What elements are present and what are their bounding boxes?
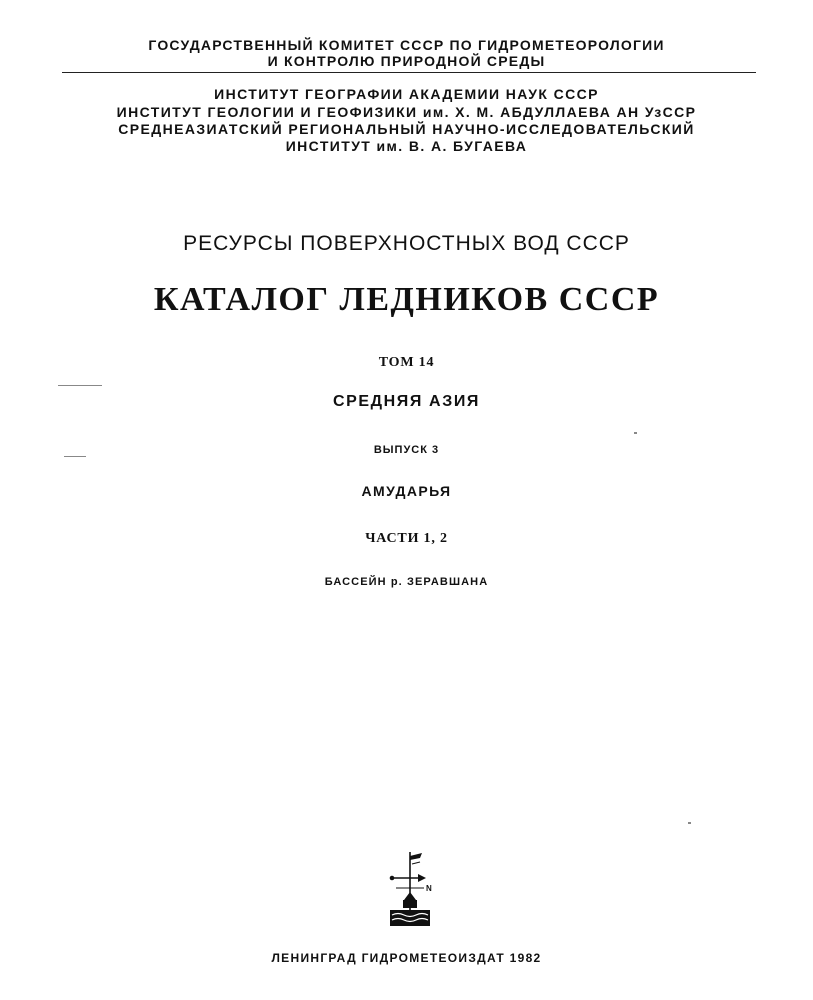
committee-line-2: И КОНТРОЛЮ ПРИРОДНОЙ СРЕДЫ [267, 53, 546, 69]
imprint: ЛЕНИНГРАД ГИДРОМЕТЕОИЗДАТ 1982 [271, 951, 542, 965]
margin-speck [58, 385, 102, 386]
river-label: АМУДАРЬЯ [361, 483, 452, 499]
basin-label: БАССЕЙН р. ЗЕРАВШАНА [324, 576, 489, 588]
margin-speck [634, 432, 637, 434]
institute-line-2: ИНСТИТУТ ГЕОЛОГИИ И ГЕОФИЗИКИ им. Х. М. АБДУЛЛАЕВА АН УзССР [116, 104, 697, 120]
volume-label: ТОМ 14 [378, 355, 435, 370]
main-title: КАТАЛОГ ЛЕДНИКОВ СССР [153, 281, 660, 318]
header-rule [62, 72, 756, 73]
margin-speck [64, 456, 86, 457]
parts-label: ЧАСТИ 1, 2 [365, 531, 448, 546]
institute-line-4: ИНСТИТУТ им. В. А. БУГАЕВА [285, 138, 528, 154]
institute-line-1: ИНСТИТУТ ГЕОГРАФИИ АКАДЕМИИ НАУК СССР [214, 86, 599, 102]
committee-line-1: ГОСУДАРСТВЕННЫЙ КОМИТЕТ СССР ПО ГИДРОМЕТЕОРОЛОГИИ [148, 37, 665, 53]
region-label: СРЕДНЯЯ АЗИЯ [332, 393, 481, 410]
institute-line-3: СРЕДНЕАЗИАТСКИЙ РЕГИОНАЛЬНЫЙ НАУЧНО-ИССЛЕДОВАТЕЛЬСКИЙ [118, 121, 695, 137]
margin-speck [688, 822, 691, 824]
logo-letter: N [426, 884, 432, 893]
series-title: РЕСУРСЫ ПОВЕРХНОСТНЫХ ВОД СССР [183, 232, 630, 255]
issue-label: ВЫПУСК 3 [373, 444, 440, 456]
